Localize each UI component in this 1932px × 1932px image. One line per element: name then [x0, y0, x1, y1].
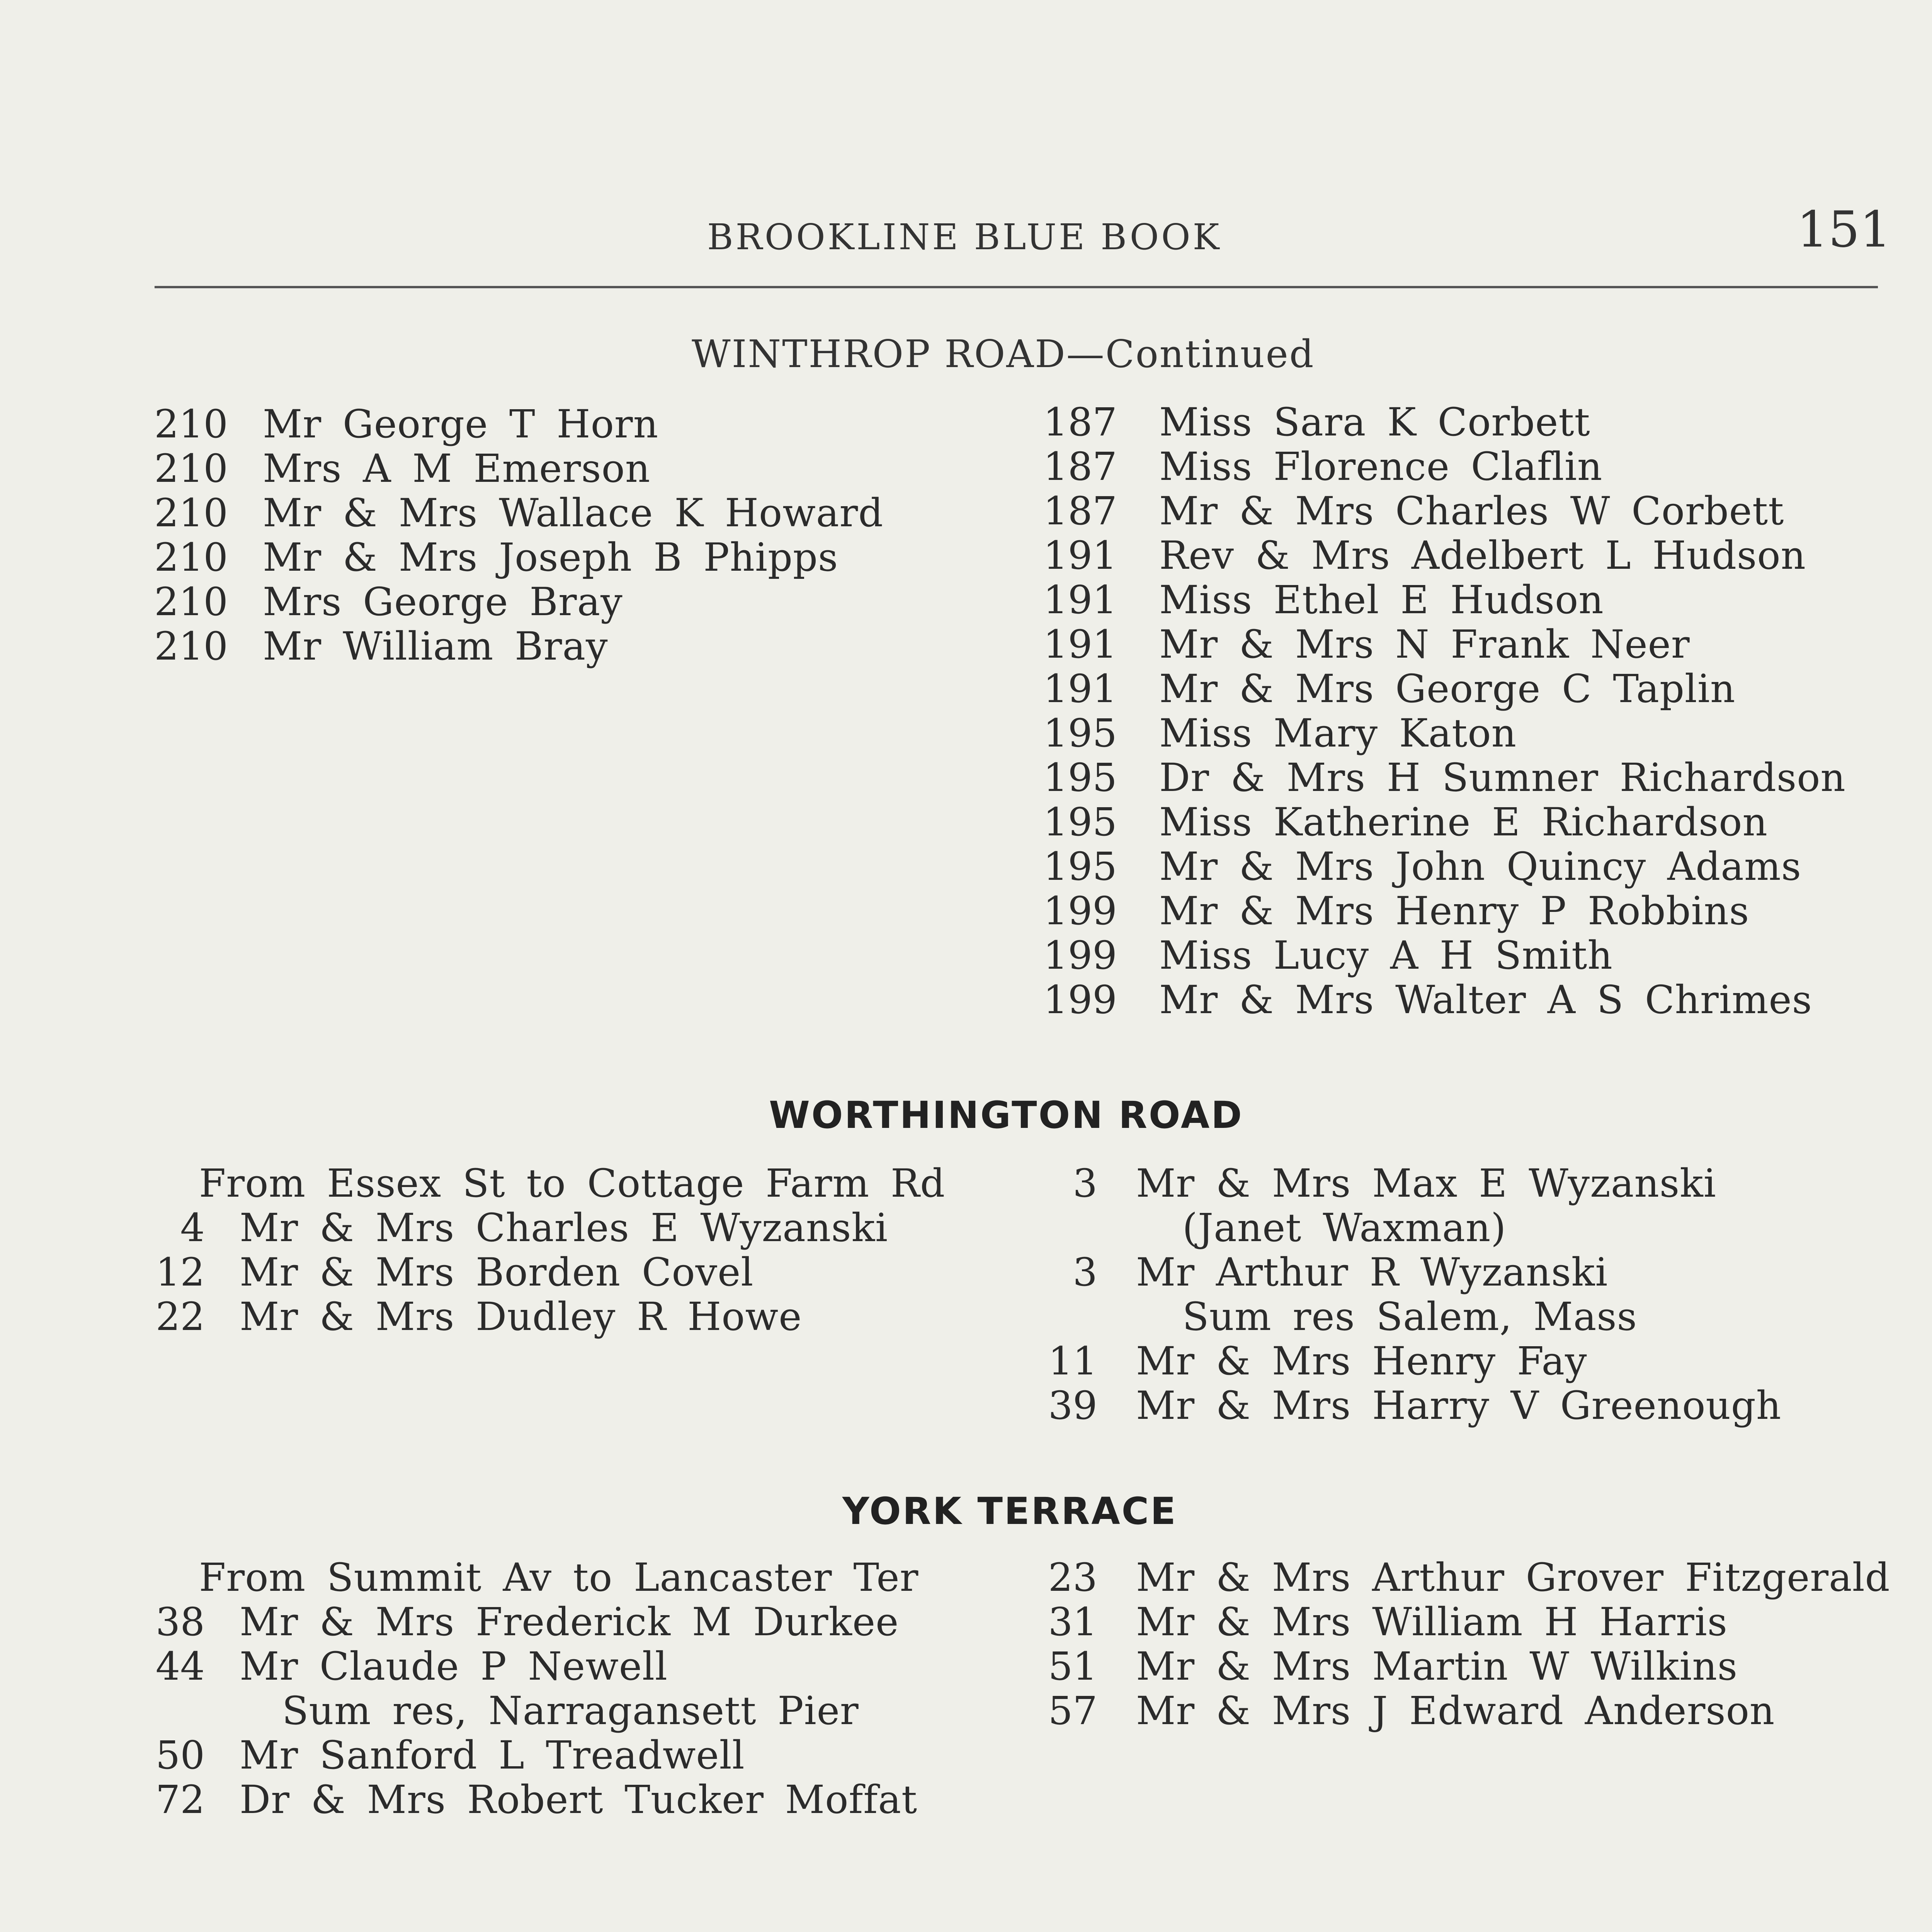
- resident-name: Miss Lucy A H Smith: [1159, 933, 1613, 978]
- house-number: 195: [1043, 799, 1117, 845]
- list-item: [1043, 844, 1846, 889]
- house-number: 210: [154, 490, 228, 536]
- resident-name: Mr & Mrs Arthur Grover Fitzgerald: [1136, 1555, 1890, 1600]
- list-item: [1043, 1250, 1781, 1294]
- house-number: 195: [1043, 711, 1117, 756]
- house-number: 195: [1043, 755, 1117, 800]
- list-item: [1043, 578, 1846, 622]
- list-item: [1043, 800, 1846, 844]
- house-number: 22: [155, 1294, 205, 1339]
- house-number: 191: [1043, 666, 1117, 711]
- list-item: [151, 1777, 918, 1822]
- resident-name: Mr & Mrs Harry V Greenough: [1136, 1383, 1782, 1428]
- list-item: [1043, 1383, 1781, 1428]
- resident-note: Sum res Salem, Mass: [1182, 1294, 1637, 1339]
- house-number: 191: [1043, 622, 1117, 667]
- resident-name: Mr Claude P Newell: [240, 1644, 668, 1689]
- resident-name: Mr & Mrs Henry P Robbins: [1159, 888, 1750, 934]
- list-item: [1043, 889, 1846, 933]
- resident-name: Mr & Mrs Joseph B Phipps: [263, 535, 838, 580]
- house-number: 51: [1048, 1644, 1097, 1689]
- resident-name: Miss Mary Katon: [1159, 711, 1517, 756]
- resident-name: Miss Katherine E Richardson: [1159, 799, 1768, 845]
- list-item: [1043, 1600, 1890, 1644]
- winthrop-right-column: [1043, 400, 1846, 1022]
- list-item: [1043, 978, 1846, 1022]
- worthington-left-column: [151, 1161, 945, 1339]
- resident-name: Mr & Mrs Martin W Wilkins: [1136, 1644, 1738, 1689]
- worthington-right-column: [1043, 1161, 1781, 1428]
- house-number: 199: [1043, 888, 1117, 934]
- list-item: [1043, 533, 1846, 578]
- resident-name: Mr William Bray: [263, 624, 608, 669]
- resident-name: Mr & Mrs Wallace K Howard: [263, 490, 884, 536]
- list-item: [1043, 667, 1846, 711]
- house-number: 187: [1043, 488, 1117, 534]
- house-number: 44: [155, 1644, 205, 1689]
- list-item: [151, 446, 883, 491]
- list-item: [151, 1600, 918, 1644]
- house-number: 23: [1048, 1555, 1097, 1600]
- resident-name: Mr & Mrs N Frank Neer: [1159, 622, 1690, 667]
- list-item: [1043, 1689, 1890, 1733]
- page-number: 151: [1797, 201, 1891, 259]
- resident-name: Mr & Mrs Charles E Wyzanski: [240, 1205, 888, 1250]
- list-item: [1043, 489, 1846, 533]
- list-item: [151, 1206, 945, 1250]
- resident-name: Mr George T Horn: [263, 401, 659, 447]
- list-item: [151, 402, 883, 446]
- house-number: 210: [154, 624, 228, 669]
- house-number: 199: [1043, 977, 1117, 1022]
- house-number: 38: [155, 1599, 205, 1645]
- street-extent: [151, 1161, 945, 1206]
- resident-name: Dr & Mrs H Sumner Richardson: [1159, 755, 1846, 800]
- resident-name: Miss Florence Claflin: [1159, 444, 1603, 489]
- resident-name: Mrs A M Emerson: [263, 446, 651, 491]
- house-number: 72: [155, 1777, 205, 1822]
- list-item: [1043, 444, 1846, 489]
- resident-name: Mr & Mrs William H Harris: [1136, 1599, 1728, 1645]
- resident-note: (Janet Waxman): [1182, 1205, 1507, 1250]
- list-item: [151, 580, 883, 624]
- resident-name: Mr & Mrs J Edward Anderson: [1136, 1688, 1775, 1733]
- resident-name: Mr & Mrs Charles W Corbett: [1159, 488, 1784, 534]
- resident-name: Mr & Mrs Henry Fay: [1136, 1338, 1587, 1384]
- york-right-column: [1043, 1555, 1890, 1733]
- list-item: [151, 535, 883, 580]
- winthrop-left-column: [151, 402, 883, 668]
- house-number: 12: [155, 1250, 205, 1295]
- york-terrace-title: YORK TERRACE: [842, 1490, 1177, 1533]
- list-item: [151, 491, 883, 535]
- list-item: [1043, 1206, 1781, 1250]
- header-rule: [155, 286, 1878, 288]
- resident-name: Mr & Mrs Max E Wyzanski: [1136, 1161, 1716, 1206]
- house-number: 50: [155, 1733, 205, 1778]
- york-left-column: [151, 1555, 918, 1822]
- house-number: 31: [1048, 1599, 1097, 1645]
- resident-name: Miss Ethel E Hudson: [1159, 577, 1604, 622]
- resident-name: Mr Sanford L Treadwell: [240, 1733, 745, 1778]
- list-item: [151, 1733, 918, 1777]
- list-item: [1043, 1294, 1781, 1339]
- list-item: [1043, 400, 1846, 444]
- list-item: [1043, 1555, 1890, 1600]
- resident-name: Dr & Mrs Robert Tucker Moffat: [240, 1777, 918, 1822]
- resident-name: Mr & Mrs Dudley R Howe: [240, 1294, 802, 1339]
- list-item: [1043, 711, 1846, 755]
- house-number: 187: [1043, 444, 1117, 489]
- house-number: 3: [1073, 1161, 1097, 1206]
- list-item: [1043, 1161, 1781, 1206]
- house-number: 195: [1043, 844, 1117, 889]
- worthington-road-title: WORTHINGTON ROAD: [769, 1094, 1243, 1137]
- list-item: [1043, 755, 1846, 800]
- resident-name: Mr & Mrs John Quincy Adams: [1159, 844, 1802, 889]
- house-number: 199: [1043, 933, 1117, 978]
- resident-name: Mrs George Bray: [263, 579, 623, 624]
- resident-note: Sum res, Narragansett Pier: [282, 1688, 859, 1733]
- house-number: 57: [1048, 1688, 1097, 1733]
- list-item: [151, 1689, 918, 1733]
- house-number: 210: [154, 535, 228, 580]
- house-number: 4: [180, 1205, 205, 1250]
- resident-name: Mr & Mrs Frederick M Durkee: [240, 1599, 899, 1645]
- list-item: [1043, 933, 1846, 978]
- list-item: [1043, 622, 1846, 667]
- resident-name: Mr & Mrs George C Taplin: [1159, 666, 1736, 711]
- street-extent-text: From Essex St to Cottage Farm Rd: [199, 1161, 946, 1206]
- running-head: BROOKLINE BLUE BOOK: [707, 216, 1222, 258]
- list-item: [151, 1250, 945, 1294]
- house-number: 191: [1043, 533, 1117, 578]
- house-number: 210: [154, 446, 228, 491]
- street-extent-text: From Summit Av to Lancaster Ter: [199, 1555, 919, 1600]
- house-number: 3: [1073, 1250, 1097, 1295]
- house-number: 210: [154, 579, 228, 624]
- list-item: [151, 624, 883, 668]
- house-number: 210: [154, 401, 228, 447]
- resident-name: Mr & Mrs Walter A S Chrimes: [1159, 977, 1813, 1022]
- house-number: 187: [1043, 400, 1117, 445]
- resident-name: Mr Arthur R Wyzanski: [1136, 1250, 1608, 1295]
- resident-name: Mr & Mrs Borden Covel: [240, 1250, 754, 1295]
- list-item: [151, 1294, 945, 1339]
- list-item: [151, 1644, 918, 1689]
- list-item: [1043, 1644, 1890, 1689]
- street-extent: [151, 1555, 918, 1600]
- resident-name: Rev & Mrs Adelbert L Hudson: [1159, 533, 1806, 578]
- list-item: [1043, 1339, 1781, 1383]
- house-number: 39: [1048, 1383, 1097, 1428]
- house-number: 11: [1048, 1338, 1097, 1384]
- resident-name: Miss Sara K Corbett: [1159, 400, 1590, 445]
- winthrop-road-title: WINTHROP ROAD—Continued: [692, 332, 1315, 376]
- house-number: 191: [1043, 577, 1117, 622]
